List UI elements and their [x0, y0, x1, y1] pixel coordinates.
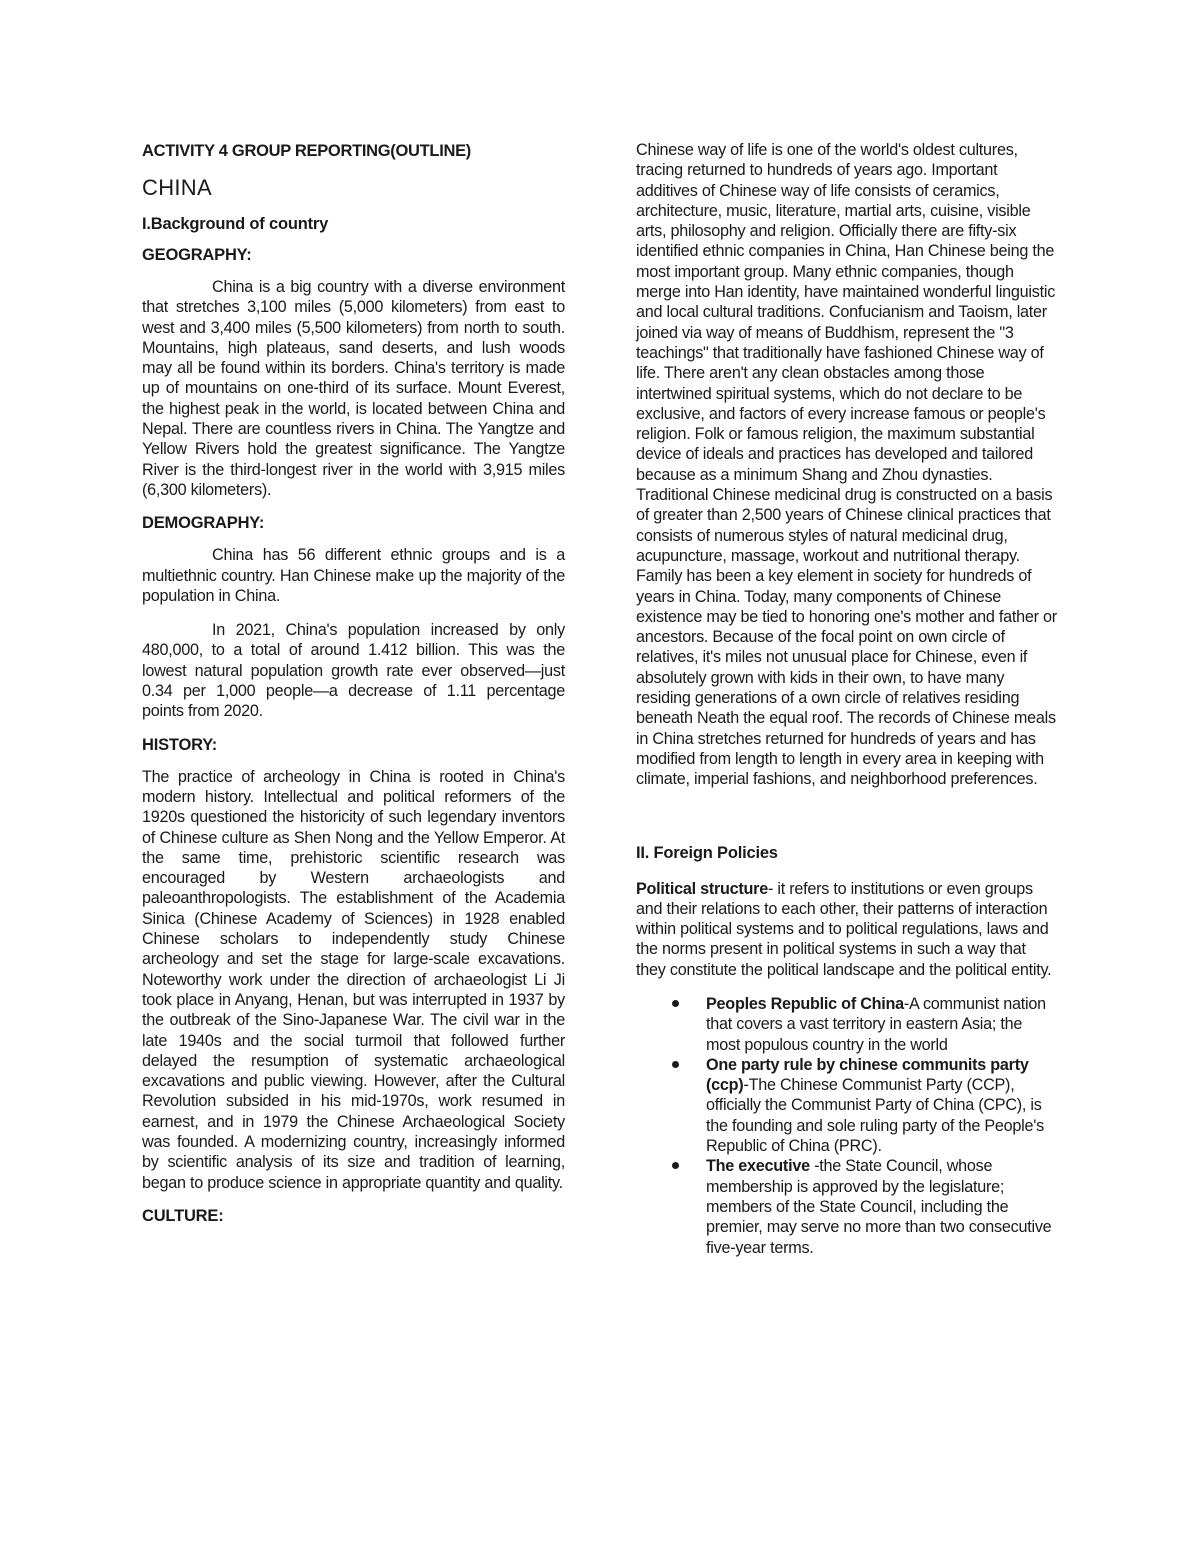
list-item-term: One party rule by chinese communits party (ccp) [706, 1055, 1029, 1095]
list-item [706, 994, 1058, 1055]
list-item [706, 1055, 1058, 1156]
list-item [706, 1156, 1058, 1257]
demography-paragraph-2: In 2021, China's population increased by only 480,000, to a total of around 1.412 billion. This was the lowest natural population growth rate ever observed—just 0.34 per 1,000 people—a decrease of 1.11 percentage points from 2020. [142, 621, 565, 721]
list-item-term: The executive [706, 1157, 810, 1176]
demography-heading: DEMOGRAPHY: [142, 514, 265, 533]
bullet-icon [672, 1061, 679, 1068]
right-column [636, 140, 1058, 1258]
political-structure-term: Political structure [636, 879, 768, 898]
demography-paragraph-1: China has 56 different ethnic groups and is a multiethnic country. Han Chinese make up the majority of the population in China. [142, 546, 565, 605]
bullet-icon [672, 1162, 679, 1169]
political-structure-definition: - it refers to institutions or even groups and their relations to each other, their patterns of interaction within political systems and to political regulations, laws and the norms present in political systems in such a way that they constitute the political landscape and the political entity. [636, 879, 1052, 979]
list-item-text: -the State Council, whose membership is approved by the legislature; members of the State Council, including the premier, may serve no more than two consecutive five-year terms. [706, 1157, 1052, 1257]
list-item-text: -A communist nation that covers a vast territory in eastern Asia; the most populous country in the world [706, 994, 1046, 1054]
culture-heading: CULTURE: [142, 1206, 224, 1225]
section-heading-foreign-policies: II. Foreign Policies [636, 843, 778, 862]
document-title: ACTIVITY 4 GROUP REPORTING(OUTLINE) [142, 142, 471, 160]
bullet-icon [672, 1000, 679, 1007]
history-paragraph: The practice of archeology in China is rooted in China's modern history. Intellectual and political reformers of the 1920s questioned the historicity of such legendary inventors of Chinese culture as Shen Nong and the Yellow Emperor. At the same time, prehistoric scientific research was encouraged by Western archaeologists and paleoanthropologists. The establishment of the Academia Sinica (Chinese Academy of Sciences) in 1928 enabled Chinese scholars to independently study Chinese archeology and set the stage for large-scale excavations. Noteworthy work under the direction of archaeologist Li Ji took place in Anyang, Henan, but was interrupted in 1937 by the outbreak of the Sino-Japanese War. The civil war in the late 1940s and the social turmoil that followed further delayed the resumption of systematic archaeological excavations and public viewing. However, after the Cultural Revolution subsided in his mid-1970s, work resumed in earnest, and in 1979 the Chinese Archaeological Society was founded. A modernizing country, increasingly informed by scientific analysis of its size and tradition of learning, began to produce science in appropriate quantity and quality. [142, 767, 565, 1192]
culture-paragraph: Chinese way of life is one of the world's oldest cultures, tracing returned to hundreds of years ago. Important additives of Chinese way of life consists of ceramics, architecture, music, literature, martial arts, cuisine, visible arts, philosophy and religion. Officially there are fifty-six identified ethnic companies in China, Han Chinese being the most important group. Many ethnic companies, though merge into Han identity, have maintained wonderful linguistic and local cultural traditions. Confucianism and Taoism, later joined via way of means of Buddhism, represent the "3 teachings" that traditionally have fashioned Chinese way of life. There aren't any clean obstacles among those intertwined spiritual systems, which do not declare to be exclusive, and factors of every increase famous or people's religion. Folk or famous religion, the maximum substantial device of ideals and practices has developed and tailored because as a minimum Shang and Zhou dynasties. Traditional Chinese medicinal drug is constructed on a basis of greater than 2,500 years of Chinese clinical practices that consists of numerous styles of natural medicinal drug, acupuncture, massage, workout and nutritional therapy. Family has been a key element in society for hundreds of years in China. Today, many components of Chinese existence may be tied to honoring one's mother and father or ancestors. Because of the focal point on own circle of relatives, it's miles not unusual place for Chinese, even if absolutely grown with kids in their own, to have many residing generations of a own circle of relatives residing beneath Neath the equal roof. The records of Chinese meals in China stretches returned for hundreds of years and has modified from length to length in every area in keeping with climate, imperial fashions, and neighborhood preferences. [636, 141, 1057, 789]
bullet-list [636, 994, 1058, 1258]
history-heading: HISTORY: [142, 735, 218, 754]
list-item-term: Peoples Republic of China [706, 994, 904, 1013]
geography-paragraph: China is a big country with a diverse environment that stretches 3,100 miles (5,000 kilometers) from east to west and 3,400 miles (5,500 kilometers) from north to south. Mountains, high plateaus, sand deserts, and lush woods may all be found within its borders. China's territory is made up of mountains on one-third of its surface. Mount Everest, the highest peak in the world, is located between China and Nepal. There are countless rivers in China. The Yangtze and Yellow Rivers hold the greatest significance. The Yangtze River is the third-longest river in the world with 3,915 miles (6,300 kilometers). [142, 278, 565, 499]
political-structure-paragraph [636, 879, 1058, 980]
geography-heading: GEOGRAPHY: [142, 246, 252, 264]
section-heading-background: I.Background of country [142, 215, 329, 233]
left-column [142, 140, 565, 1238]
list-item-text: -The Chinese Communist Party (CCP), officially the Communist Party of China (CPC), is the founding and sole ruling party of the People's Republic of China (PRC). [706, 1076, 1044, 1156]
country-heading: CHINA [142, 175, 212, 200]
